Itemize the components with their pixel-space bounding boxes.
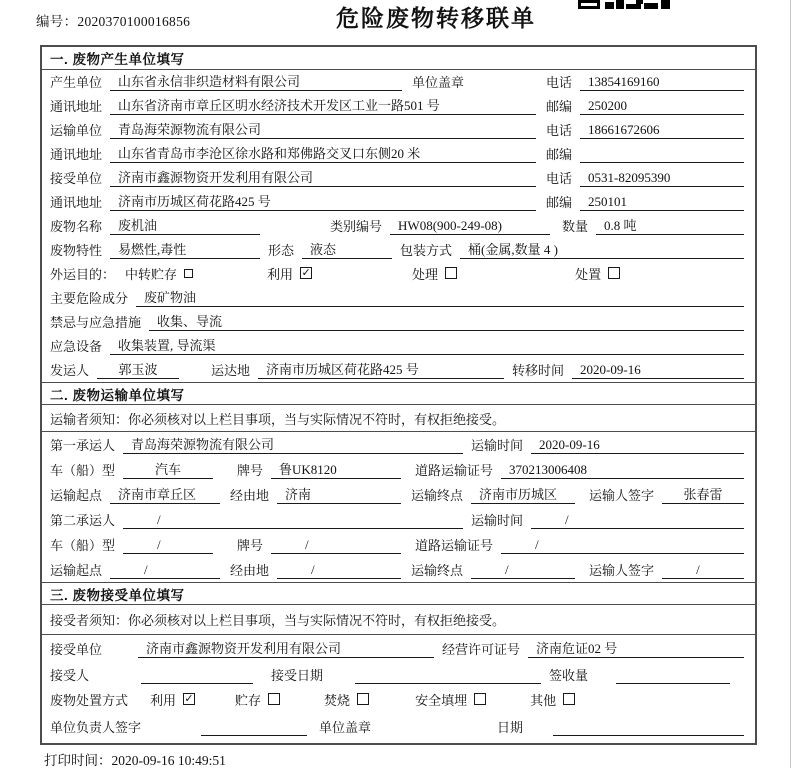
qr-code-fragment <box>578 0 674 10</box>
address-value: 山东省青岛市李沧区徐水路和郑佛路交叉口东侧20 米 <box>110 145 536 163</box>
print-time-line <box>44 749 226 768</box>
packing-value: 桶(金属,数量 4 ) <box>460 241 744 259</box>
row-accept-unit <box>42 635 755 661</box>
carrier-label: 第一承运人 <box>50 438 116 453</box>
vehicle-type-label: 车（船）型 <box>50 463 116 478</box>
road-permit-label: 道路运输证号 <box>415 463 494 478</box>
row-vehicle1 <box>42 457 755 482</box>
option-label: 贮存 <box>235 692 262 708</box>
form-label: 形态 <box>268 243 295 258</box>
phone-value: 0531-82095390 <box>580 169 744 187</box>
transfer-date-label: 转移时间 <box>512 363 565 378</box>
vehicle-type-value: / <box>123 536 213 554</box>
row-emergency-equipment <box>42 334 755 358</box>
endpoint-value: 济南市历城区 <box>471 486 575 504</box>
option-label: 焚烧 <box>324 692 351 708</box>
checkbox-checked-icon: ✓ <box>184 693 194 705</box>
shipper-value: 郭玉波 <box>97 361 179 379</box>
checkbox-icon <box>474 693 486 705</box>
row-emergency-measures <box>42 310 755 334</box>
zip-value: 250101 <box>580 193 744 211</box>
via-value: 济南 <box>277 486 401 504</box>
zip-label: 邮编 <box>546 195 573 210</box>
section2-heading: 二. 废物运输单位填写 <box>42 382 755 405</box>
date-value <box>553 719 744 736</box>
print-time-label: 打印时间： <box>44 753 112 768</box>
row-hazard-components <box>42 286 755 310</box>
row-producer <box>42 70 755 94</box>
zip-value <box>580 146 744 163</box>
endpoint-label: 运输终点 <box>411 563 464 578</box>
carrier-value: 青岛海荣源物流有限公司 <box>123 436 463 454</box>
row-shipper <box>42 358 755 382</box>
shipper-label: 发运人 <box>50 363 90 378</box>
form-value: 液态 <box>302 241 392 259</box>
taboo-label: 禁忌与应急措施 <box>50 315 142 330</box>
purpose-option <box>125 264 193 283</box>
vehicle-type-label: 车（船）型 <box>50 538 116 553</box>
carrier-value: / <box>123 511 463 529</box>
row-disposal-method <box>42 687 755 713</box>
row-carrier1 <box>42 432 755 457</box>
unit-seal-label: 单位盖章 <box>412 75 465 90</box>
checkbox-icon <box>563 693 575 705</box>
via-label: 经由地 <box>230 488 270 503</box>
row-route1 <box>42 482 755 507</box>
purpose-option <box>267 264 312 283</box>
waste-name-value: 废机油 <box>110 217 260 235</box>
row-producer-address <box>42 94 755 118</box>
destination-value: 济南市历城区荷花路425 号 <box>258 361 504 379</box>
transport-time-label: 运输时间 <box>471 513 524 528</box>
purpose-option <box>575 264 620 283</box>
sign-quantity-value <box>616 667 730 684</box>
option-label: 利用 <box>150 692 177 708</box>
accept-date-label: 接受日期 <box>271 668 324 683</box>
address-value: 济南市历城区荷花路425 号 <box>110 193 536 211</box>
category-label: 类别编号 <box>330 219 383 234</box>
packing-label: 包装方式 <box>400 243 453 258</box>
plate-value: / <box>271 536 401 554</box>
option-label: 中转贮存 <box>125 266 178 282</box>
checkbox-icon <box>357 693 369 705</box>
responsible-sign-value <box>201 719 307 736</box>
accept-unit-value: 济南市鑫源物资开发利用有限公司 <box>138 640 434 658</box>
disposal-option <box>530 690 575 709</box>
disposal-option <box>415 690 486 709</box>
accept-unit-label: 接受单位 <box>50 642 103 657</box>
transporter-notice <box>42 405 755 432</box>
carrier-sign-label: 运输人签字 <box>589 488 655 503</box>
carrier-sign-label: 运输人签字 <box>589 563 655 578</box>
receiver-notice <box>42 605 755 635</box>
responsible-sign-label: 单位负责人签字 <box>50 720 142 735</box>
address-label: 通讯地址 <box>50 99 103 114</box>
traits-label: 废物特性 <box>50 243 103 258</box>
row-waste-traits <box>42 238 755 262</box>
option-label: 安全填埋 <box>415 692 468 708</box>
date-label: 日期 <box>497 720 524 735</box>
zip-label: 邮编 <box>546 147 573 162</box>
vehicle-type-value: 汽车 <box>123 461 213 479</box>
phone-value: 18661672606 <box>580 121 744 139</box>
license-value: 济南危证02 号 <box>528 640 744 658</box>
transport-time-value: 2020-09-16 <box>531 436 744 454</box>
acceptor-label: 接受人 <box>50 668 90 683</box>
producer-label: 产生单位 <box>50 75 103 90</box>
disposal-label: 废物处置方式 <box>50 692 129 708</box>
purpose-option <box>412 264 457 283</box>
transporter-label: 运输单位 <box>50 123 103 138</box>
row-transporter <box>42 118 755 142</box>
disposal-option <box>150 690 195 709</box>
license-label: 经营许可证号 <box>442 642 521 657</box>
transport-time-value: / <box>531 511 744 529</box>
scan-edge-line <box>790 0 791 768</box>
transport-time-label: 运输时间 <box>471 438 524 453</box>
taboo-value: 收集、导流 <box>149 313 744 331</box>
purpose-label: 外运目的： <box>50 266 116 282</box>
checkbox-icon <box>445 267 457 279</box>
hazard-label: 主要危险成分 <box>50 291 129 306</box>
page-title: 危险废物转移联单 <box>336 5 536 31</box>
row-receiver-address <box>42 190 755 214</box>
disposal-option <box>324 690 369 709</box>
quantity-label: 数量 <box>562 219 589 234</box>
origin-value: 济南市章丘区 <box>110 486 220 504</box>
notice-text: 接受者须知：你必须核对以上栏目事项，当与实际情况不符时，有权拒绝接受。 <box>50 613 506 628</box>
carrier-sign-value: / <box>662 561 744 579</box>
row-receiver <box>42 166 755 190</box>
checkbox-icon <box>184 269 193 278</box>
origin-label: 运输起点 <box>50 563 103 578</box>
address-value: 山东省济南市章丘区明水经济技术开发区工业一路501 号 <box>110 97 536 115</box>
via-value: / <box>277 561 401 579</box>
carrier-sign-value: 张春雷 <box>662 486 744 504</box>
producer-value: 山东省永信非织造材料有限公司 <box>110 73 402 91</box>
via-label: 经由地 <box>230 563 270 578</box>
road-permit-value: / <box>501 536 744 554</box>
sign-quantity-label: 签收量 <box>549 668 589 683</box>
checkbox-icon <box>268 693 280 705</box>
equipment-label: 应急设备 <box>50 339 103 354</box>
traits-value: 易燃性,毒性 <box>110 241 260 259</box>
row-route2 <box>42 557 755 582</box>
serial-value: 2020370100016856 <box>77 14 191 29</box>
endpoint-value: / <box>471 561 575 579</box>
row-responsible-sign <box>42 713 755 739</box>
option-label: 处置 <box>575 266 602 282</box>
row-vehicle2 <box>42 532 755 557</box>
zip-label: 邮编 <box>546 99 573 114</box>
address-label: 通讯地址 <box>50 195 103 210</box>
plate-label: 牌号 <box>237 538 264 553</box>
transfer-date-value: 2020-09-16 <box>572 361 744 379</box>
unit-seal-label: 单位盖章 <box>319 720 372 735</box>
category-value: HW08(900-249-08) <box>390 217 550 235</box>
road-permit-value: 370213006408 <box>501 461 744 479</box>
receiver-value: 济南市鑫源物资开发利用有限公司 <box>110 169 536 187</box>
row-carrier2 <box>42 507 755 532</box>
transporter-value: 青岛海荣源物流有限公司 <box>110 121 536 139</box>
print-time-value: 2020-09-16 10:49:51 <box>111 753 226 768</box>
plate-value: 鲁UK8120 <box>271 461 401 479</box>
acceptor-value <box>141 667 253 684</box>
serial-label: 编号： <box>36 14 78 29</box>
origin-value: / <box>110 561 220 579</box>
waste-name-label: 废物名称 <box>50 219 103 234</box>
disposal-option <box>235 690 280 709</box>
option-label: 利用 <box>267 266 294 282</box>
row-acceptor <box>42 661 755 687</box>
option-label: 其他 <box>530 692 557 708</box>
row-waste-name <box>42 214 755 238</box>
origin-label: 运输起点 <box>50 488 103 503</box>
phone-label: 电话 <box>546 171 573 186</box>
manifest-form <box>40 45 757 745</box>
endpoint-label: 运输终点 <box>411 488 464 503</box>
destination-label: 运达地 <box>211 363 251 378</box>
checkbox-icon <box>608 267 620 279</box>
carrier-label: 第二承运人 <box>50 513 116 528</box>
section3-heading: 三. 废物接受单位填写 <box>42 582 755 605</box>
quantity-value: 0.8 吨 <box>596 217 744 235</box>
row-transporter-address <box>42 142 755 166</box>
phone-value: 13854169160 <box>580 73 744 91</box>
notice-text: 运输者须知：你必须核对以上栏目事项，当与实际情况不符时，有权拒绝接受。 <box>50 411 506 427</box>
section1-heading: 一. 废物产生单位填写 <box>42 47 755 70</box>
road-permit-label: 道路运输证号 <box>415 538 494 553</box>
option-label: 处理 <box>412 266 439 282</box>
row-purpose <box>42 262 755 286</box>
checkbox-checked-icon: ✓ <box>301 267 311 279</box>
address-label: 通讯地址 <box>50 147 103 162</box>
zip-value: 250200 <box>580 97 744 115</box>
hazard-value: 废矿物油 <box>136 289 744 307</box>
phone-label: 电话 <box>546 75 573 90</box>
plate-label: 牌号 <box>237 463 264 478</box>
phone-label: 电话 <box>546 123 573 138</box>
receiver-label: 接受单位 <box>50 171 103 186</box>
accept-date-value <box>355 667 541 684</box>
equipment-value: 收集装置, 导流渠 <box>110 337 744 355</box>
